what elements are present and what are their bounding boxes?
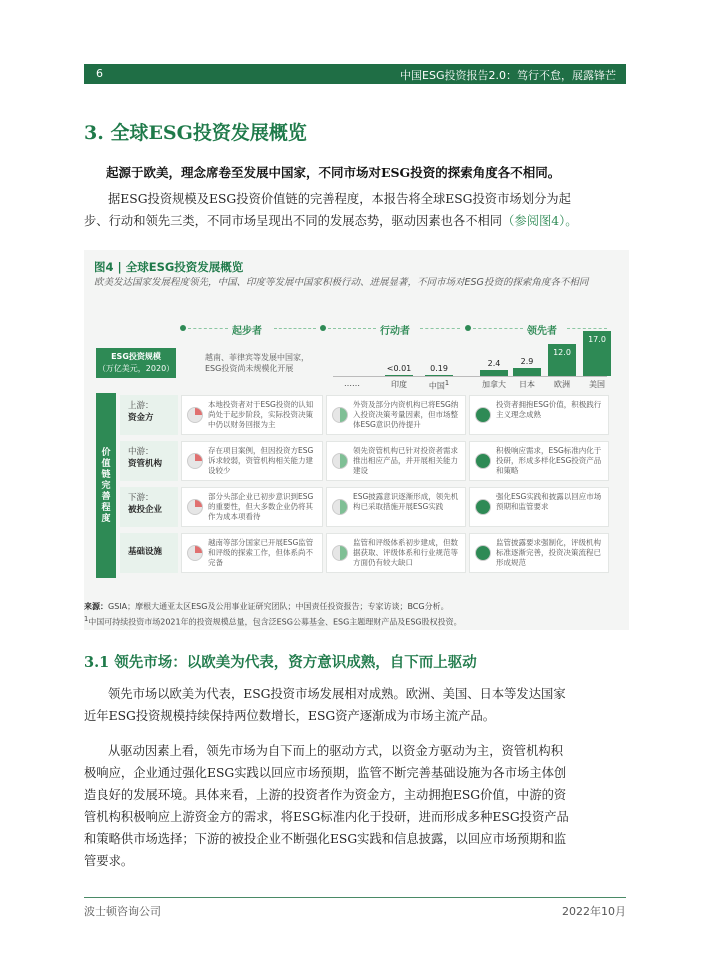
paragraph-line: 从驱动因素上看，领先市场为自下而上的驱动方式，以资金方驱动为主，资管机构积 xyxy=(108,744,563,758)
stage-line xyxy=(188,328,228,329)
stage-line xyxy=(420,328,460,329)
starter-note-line: 越南、菲律宾等发展中国家， xyxy=(205,353,309,362)
stage-dot xyxy=(320,325,326,331)
value-chain-char: 价 xyxy=(101,448,111,458)
maturity-pie-icon xyxy=(475,407,491,423)
value-chain-cell-leader xyxy=(469,441,609,481)
maturity-pie-icon xyxy=(332,453,348,469)
paragraph-1 xyxy=(84,188,629,232)
chart-bar xyxy=(385,375,413,376)
cell-text: 强化ESG实践和披露以回应市场预期和监管要求 xyxy=(496,492,602,511)
maturity-pie-icon xyxy=(332,407,348,423)
cell-text: 部分头部企业已初步意识到ESG的重要性，但大多数企业仍将其作为成本项看待 xyxy=(208,492,314,521)
page-number: 6 xyxy=(96,67,103,80)
maturity-pie-icon xyxy=(332,545,348,561)
stage-line xyxy=(567,328,607,329)
chart-category-label: 美国 xyxy=(589,380,605,389)
footnote-mark: 1 xyxy=(444,379,450,387)
value-chain-cell-starter xyxy=(181,533,323,573)
maturity-pie-icon xyxy=(187,499,203,515)
scale-label xyxy=(96,348,176,378)
value-chain-char: 度 xyxy=(101,514,111,524)
figure-panel xyxy=(84,250,629,630)
cell-text: 监管和评级体系初步建成，但数据获取、评级体系和行业规范等方面仍有较大缺口 xyxy=(353,538,458,567)
stage-line xyxy=(328,328,376,329)
paragraph-2 xyxy=(84,683,629,727)
stage-leader: 领先者 xyxy=(527,326,557,337)
chart-value-label: 2.9 xyxy=(520,357,534,366)
running-title: 中国ESG投资报告2.0：笃行不怠，展露锋芒 xyxy=(400,69,616,82)
value-chain-cell-actor xyxy=(326,487,466,527)
chart-value-label: 12.0 xyxy=(553,348,571,357)
row-name: 基础设施 xyxy=(128,547,163,557)
footer-date: 2022年10月 xyxy=(562,905,626,918)
starter-note xyxy=(205,352,309,374)
footer-publisher: 波士顿咨询公司 xyxy=(84,905,161,918)
value-chain-cell-leader xyxy=(469,487,609,527)
subsection-title: 3.1 领先市场：以欧美为代表，资方意识成熟，自下而上驱动 xyxy=(84,654,477,671)
maturity-pie-icon xyxy=(475,453,491,469)
value-chain-row-label xyxy=(120,533,178,573)
header-bar xyxy=(84,64,626,84)
figure-reference: （参阅图4）。 xyxy=(502,214,578,228)
figure-source xyxy=(84,601,462,629)
value-chain-char: 链 xyxy=(101,470,111,480)
paragraph-line: 据ESG投资规模及ESG投资价值链的完善程度，本报告将全球ESG投资市场划分为起 xyxy=(108,192,571,206)
paragraph-line: 管要求。 xyxy=(84,854,134,868)
cell-text: 越南等部分国家已开展ESG监管和评级的探索工作，但体系尚不完备 xyxy=(208,538,314,567)
cell-text: 本地投资者对于ESG投资的认知尚处于起步阶段，实际投资决策中仍以财务回报为主 xyxy=(208,400,314,429)
cell-text: ESG披露意识逐渐形成，领先机构已采取措施开展ESG实践 xyxy=(353,492,459,511)
chart-category-label: 印度 xyxy=(391,380,407,389)
starter-note-line: ESG投资尚未规模化开展 xyxy=(205,364,294,373)
value-chain-row-label xyxy=(120,395,178,435)
row-name: 资金方 xyxy=(128,413,154,423)
value-chain-cell-starter xyxy=(181,487,323,527)
footnote-text: 中国可持续投资市场2021年的投资规模总量，包含泛ESG公募基金、ESG主题理财产品及ESG股权投资。 xyxy=(88,617,462,627)
paragraph-line: 步、行动和领先三类，不同市场呈现出不同的发展态势，驱动因素也各不相同 xyxy=(84,214,503,228)
chart-value-label: 2.4 xyxy=(487,359,501,368)
paragraph-line: 和策略供市场选择；下游的被投企业不断强化ESG实践和信息披露，以回应市场预期和监 xyxy=(84,832,567,846)
value-chain-text xyxy=(96,448,116,525)
chart-value-label: 0.19 xyxy=(430,364,448,373)
row-name: 资管机构 xyxy=(128,459,163,469)
paragraph-line: 领先市场以欧美为代表，ESG投资市场发展相对成熟。欧洲、美国、日本等发达国家 xyxy=(108,687,566,701)
chart-bar xyxy=(480,370,508,376)
chart-category-label: 日本 xyxy=(519,380,535,389)
paragraph-3 xyxy=(84,740,629,872)
paragraph-line: 造良好的发展环境。具体来看，上游的投资者作为资金方，主动拥抱ESG价值，中游的资 xyxy=(84,788,567,802)
chart-value-label: <0.01 xyxy=(386,364,412,373)
stage-dot xyxy=(180,325,186,331)
value-chain-cell-leader xyxy=(469,395,609,435)
scale-label-line: ESG投资规模 xyxy=(111,352,161,361)
chart-value-label: 17.0 xyxy=(588,335,606,344)
cell-text: 存在项目案例，但因投资方ESG诉求较弱，资管机构相关能力建设较少 xyxy=(208,446,314,475)
cell-text: 外资及部分内资机构已将ESG纳入投资决策考量因素，但市场整体ESG意识仍待提升 xyxy=(353,400,459,429)
paragraph-line: 极响应，企业通过强化ESG实践以回应市场预期，监管不断完善基础设施为各市场主体创 xyxy=(84,766,567,780)
value-chain-char: 程 xyxy=(101,503,111,513)
maturity-pie-icon xyxy=(187,545,203,561)
stage-starter: 起步者 xyxy=(232,326,262,337)
value-chain-cell-leader xyxy=(469,533,609,573)
section-title: 3. 全球ESG投资发展概览 xyxy=(84,122,307,144)
value-chain-char: 善 xyxy=(101,492,111,502)
cell-text: 领先资管机构已针对投资者需求推出相应产品，并开展相关能力建设 xyxy=(353,446,458,475)
value-chain-row-label xyxy=(120,487,178,527)
value-chain-cell-starter xyxy=(181,441,323,481)
chart-category-label: 欧洲 xyxy=(554,380,570,389)
row-tier: 下游： xyxy=(128,493,154,503)
maturity-pie-icon xyxy=(332,499,348,515)
value-chain-cell-actor xyxy=(326,441,466,481)
value-chain-cell-starter xyxy=(181,395,323,435)
maturity-pie-icon xyxy=(475,499,491,515)
baseline xyxy=(333,376,607,377)
value-chain-cell-actor xyxy=(326,533,466,573)
value-chain-row-label xyxy=(120,441,178,481)
paragraph-line: 管机构积极响应上游资金方的需求，将ESG标准内化于投研，进而形成多种ESG投资产品 xyxy=(84,810,569,824)
cell-text: 监管披露要求强制化，评级机构标准逐渐完善，投资决策流程已形成规范 xyxy=(496,538,601,567)
figure-title: 图4 | 全球ESG投资发展概览 xyxy=(94,260,244,274)
stage-line xyxy=(473,328,523,329)
figure-subtitle: 欧美发达国家发展程度领先，中国、印度等发展中国家积极行动、进展显著，不同市场对ESG投资的探索角度各不相同 xyxy=(94,277,589,288)
stage-line xyxy=(274,328,316,329)
chart-category-label: 中国$^1$ xyxy=(428,379,450,391)
row-name: 被投企业 xyxy=(128,505,163,515)
chart-category-label: 加拿大 xyxy=(482,380,506,389)
source-label: 来源： xyxy=(84,602,108,611)
maturity-pie-icon xyxy=(187,407,203,423)
value-chain-cell-actor xyxy=(326,395,466,435)
section-lead: 起源于欧美，理念席卷至发展中国家，不同市场对ESG投资的探索角度各不相同。 xyxy=(106,165,561,180)
stage-dot xyxy=(465,325,471,331)
maturity-pie-icon xyxy=(475,545,491,561)
cell-text: 积极响应需求，ESG标准内化于投研，形成多样化ESG投资产品和策略 xyxy=(496,446,602,475)
paragraph-line: 近年ESG投资规模持续保持两位数增长，ESG资产逐渐成为市场主流产品。 xyxy=(84,709,496,723)
maturity-pie-icon xyxy=(187,453,203,469)
scale-label-line: （万亿美元，2020） xyxy=(97,364,175,373)
footnote-mark: 1 xyxy=(84,615,89,623)
starter-dots: …… xyxy=(344,379,360,388)
stage-actor: 行动者 xyxy=(380,326,410,337)
chart-bar xyxy=(425,375,453,376)
value-chain-char: 值 xyxy=(101,459,111,469)
chart-bar xyxy=(513,368,541,376)
cell-text: 投资者拥抱ESG价值，积极践行主义理念成熟 xyxy=(496,400,602,419)
footer-rule xyxy=(84,897,626,898)
row-tier: 中游： xyxy=(128,447,154,457)
source-text: GSIA；摩根大通亚太区ESG及公用事业证研究团队；中国责任投资报告；专家访谈；BCG分析。 xyxy=(108,602,449,611)
row-tier: 上游： xyxy=(128,401,154,411)
value-chain-label xyxy=(96,393,116,578)
value-chain-char: 完 xyxy=(101,481,111,491)
